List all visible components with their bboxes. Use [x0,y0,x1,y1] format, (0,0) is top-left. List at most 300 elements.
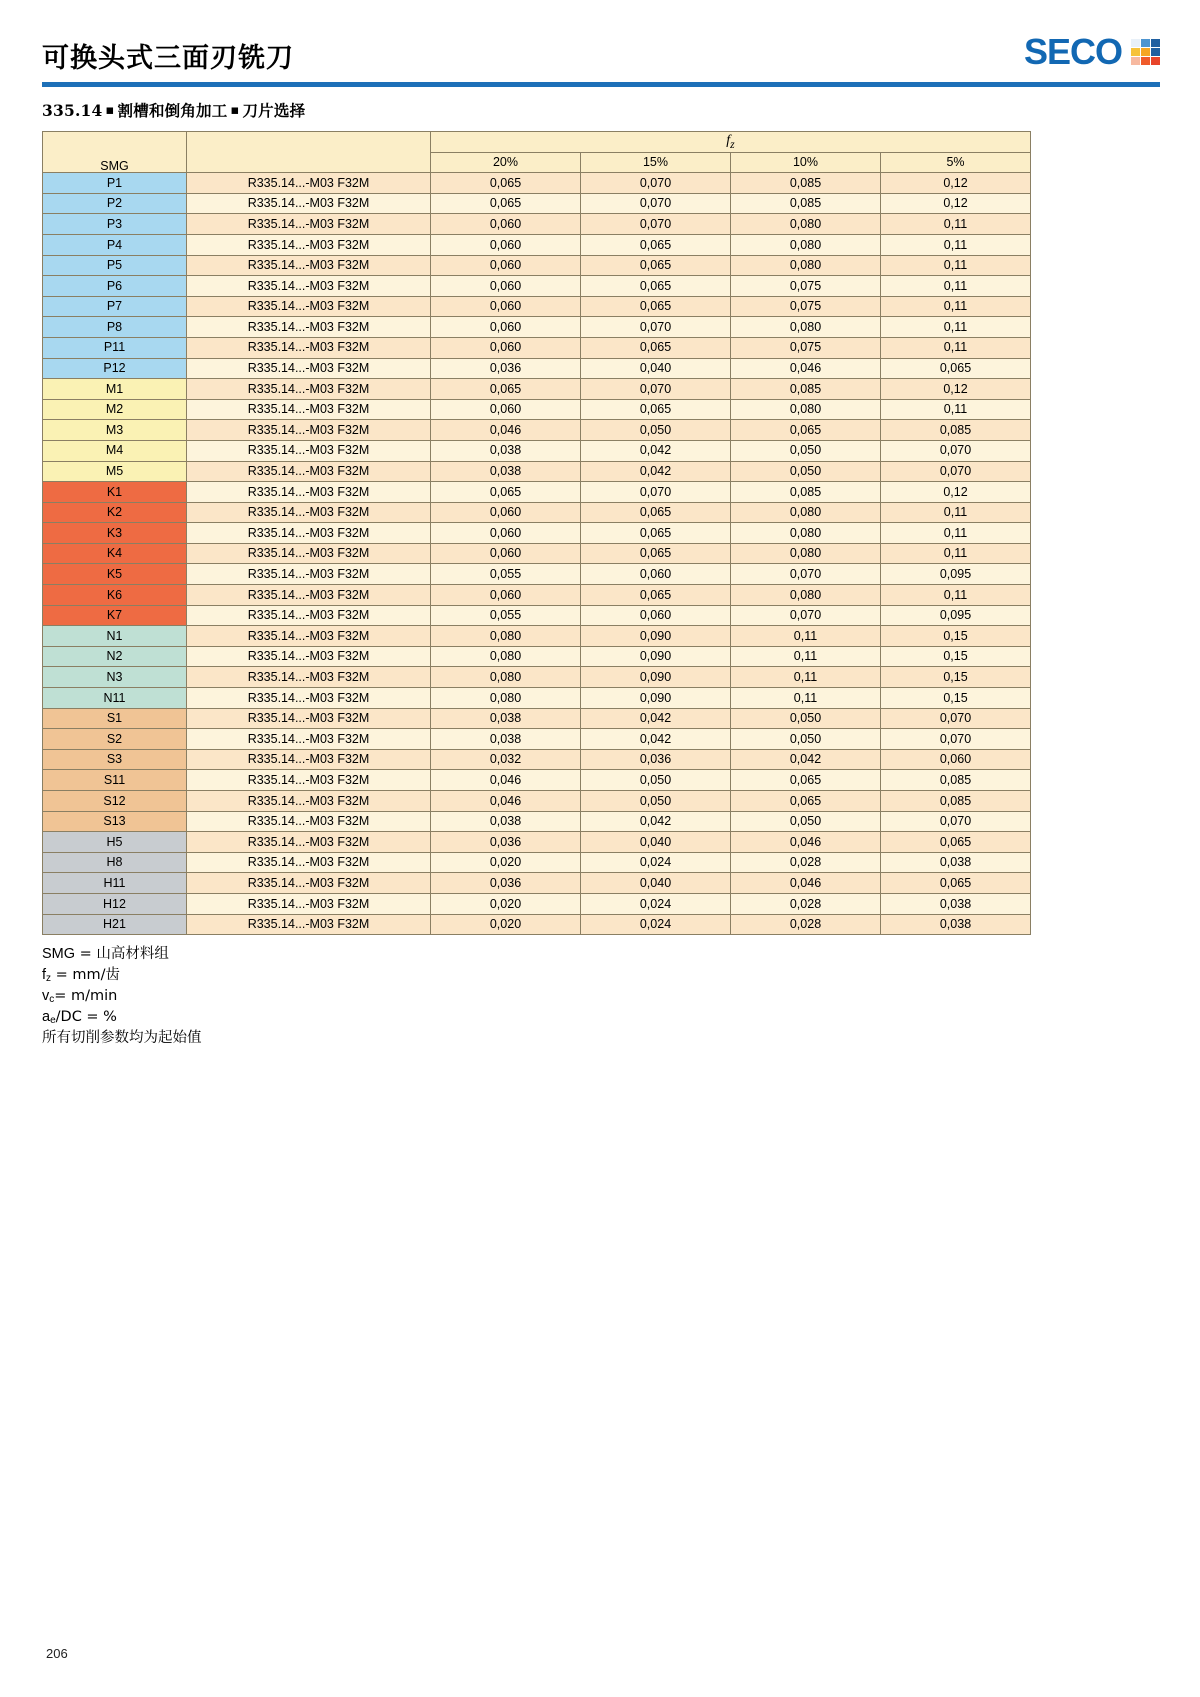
smg-cell: M2 [43,399,187,420]
designation-cell: R335.14...-M03 F32M [187,234,431,255]
designation-cell: R335.14...-M03 F32M [187,379,431,400]
fz-value-cell: 0,11 [881,523,1031,544]
fz-value-cell: 0,11 [881,276,1031,297]
footnote-text: = m/min [54,987,118,1004]
table-row [43,749,1031,770]
designation-cell: R335.14...-M03 F32M [187,873,431,894]
designation-cell: R335.14...-M03 F32M [187,358,431,379]
smg-cell: P2 [43,193,187,214]
fz-value-cell: 0,12 [881,379,1031,400]
fz-value-cell: 0,055 [431,605,581,626]
fz-value-cell: 0,065 [731,770,881,791]
fz-value-cell: 0,060 [431,255,581,276]
section-heading [42,99,1200,121]
brand-mark-icon [1131,39,1160,65]
fz-value-cell: 0,065 [581,296,731,317]
smg-cell: N1 [43,626,187,647]
smg-cell: K7 [43,605,187,626]
fz-value-cell: 0,036 [581,749,731,770]
fz-value-cell: 0,046 [731,358,881,379]
column-header-percent-5: 5% [881,152,1031,173]
column-header-percent-10: 10% [731,152,881,173]
footnote-item [42,944,1200,965]
fz-value-cell: 0,065 [581,502,731,523]
header-divider [42,82,1160,87]
designation-cell: R335.14...-M03 F32M [187,605,431,626]
smg-cell: S11 [43,770,187,791]
column-header-percent-15: 15% [581,152,731,173]
table-row [43,379,1031,400]
designation-cell: R335.14...-M03 F32M [187,317,431,338]
fz-value-cell: 0,055 [431,564,581,585]
fz-value-cell: 0,085 [731,379,881,400]
footnote-text: 所有切削参数均为起始值 [42,1030,202,1047]
fz-value-cell: 0,046 [431,791,581,812]
smg-cell: K3 [43,523,187,544]
table-row [43,234,1031,255]
designation-cell: R335.14...-M03 F32M [187,276,431,297]
fz-value-cell: 0,11 [881,296,1031,317]
fz-value-cell: 0,065 [881,358,1031,379]
fz-value-cell: 0,060 [431,399,581,420]
fz-value-cell: 0,090 [581,688,731,709]
fz-value-cell: 0,050 [731,811,881,832]
fz-value-cell: 0,15 [881,688,1031,709]
footnote-symbol: f [42,966,47,983]
fz-value-cell: 0,15 [881,646,1031,667]
designation-cell: R335.14...-M03 F32M [187,791,431,812]
fz-value-cell: 0,080 [731,502,881,523]
fz-value-cell: 0,028 [731,893,881,914]
fz-value-cell: 0,020 [431,914,581,935]
fz-value-cell: 0,075 [731,276,881,297]
fz-value-cell: 0,024 [581,893,731,914]
footnote-item [42,986,1200,1007]
fz-value-cell: 0,060 [431,502,581,523]
table-row [43,708,1031,729]
table-row [43,296,1031,317]
section-code: 335.14 [42,101,103,120]
fz-value-cell: 0,11 [731,626,881,647]
smg-cell: S2 [43,729,187,750]
fz-value-cell: 0,060 [431,543,581,564]
designation-cell: R335.14...-M03 F32M [187,729,431,750]
fz-value-cell: 0,080 [731,543,881,564]
fz-value-cell: 0,024 [581,914,731,935]
designation-cell: R335.14...-M03 F32M [187,255,431,276]
table-row [43,585,1031,606]
table-row [43,276,1031,297]
footnote-subscript: z [46,972,52,984]
designation-cell: R335.14...-M03 F32M [187,502,431,523]
designation-cell: R335.14...-M03 F32M [187,646,431,667]
fz-value-cell: 0,065 [581,276,731,297]
table-header-row-group [43,132,1031,153]
column-header-smg: SMG [43,132,187,173]
column-header-fz-group [431,132,1031,153]
page-header [0,0,1200,78]
fz-value-cell: 0,065 [431,193,581,214]
fz-value-cell: 0,050 [731,440,881,461]
fz-value-cell: 0,040 [581,832,731,853]
designation-cell: R335.14...-M03 F32M [187,173,431,194]
fz-value-cell: 0,065 [431,482,581,503]
table-row [43,893,1031,914]
table-row [43,914,1031,935]
smg-cell: N11 [43,688,187,709]
brand-swatch [1141,48,1150,56]
fz-value-cell: 0,12 [881,193,1031,214]
fz-value-cell: 0,042 [581,811,731,832]
fz-value-cell: 0,085 [881,420,1031,441]
fz-value-cell: 0,095 [881,564,1031,585]
designation-cell: R335.14...-M03 F32M [187,914,431,935]
fz-value-cell: 0,038 [881,852,1031,873]
smg-cell: S13 [43,811,187,832]
fz-value-cell: 0,038 [431,708,581,729]
table-row [43,214,1031,235]
smg-cell: K1 [43,482,187,503]
designation-cell: R335.14...-M03 F32M [187,708,431,729]
fz-value-cell: 0,065 [581,255,731,276]
smg-cell: N3 [43,667,187,688]
brand-swatch [1131,39,1140,47]
fz-value-cell: 0,036 [431,832,581,853]
fz-value-cell: 0,040 [581,358,731,379]
table-row [43,255,1031,276]
fz-value-cell: 0,060 [581,605,731,626]
smg-cell: M4 [43,440,187,461]
fz-value-cell: 0,065 [881,832,1031,853]
smg-cell: N2 [43,646,187,667]
fz-value-cell: 0,080 [731,317,881,338]
fz-value-cell: 0,070 [581,214,731,235]
fz-value-cell: 0,070 [881,440,1031,461]
table-body [43,173,1031,935]
table-row [43,729,1031,750]
table-row [43,667,1031,688]
fz-value-cell: 0,042 [581,729,731,750]
fz-value-cell: 0,065 [731,791,881,812]
brand-swatch [1141,39,1150,47]
fz-label-base: f [726,132,731,148]
smg-cell: K6 [43,585,187,606]
fz-value-cell: 0,080 [731,585,881,606]
designation-cell: R335.14...-M03 F32M [187,811,431,832]
fz-value-cell: 0,028 [731,914,881,935]
smg-cell: P1 [43,173,187,194]
brand-swatch [1131,57,1140,65]
table-row [43,461,1031,482]
table-row [43,173,1031,194]
fz-value-cell: 0,020 [431,893,581,914]
table-row [43,523,1031,544]
column-header-designation [187,132,431,173]
smg-cell: S3 [43,749,187,770]
fz-value-cell: 0,065 [581,337,731,358]
fz-value-cell: 0,060 [881,749,1031,770]
footnote-subscript: c [49,993,55,1005]
page-title: 可换头式三面刃铣刀 [42,43,294,74]
fz-value-cell: 0,065 [731,420,881,441]
fz-value-cell: 0,075 [731,337,881,358]
footnote-item [42,965,1200,986]
smg-cell: P3 [43,214,187,235]
fz-value-cell: 0,050 [731,461,881,482]
fz-value-cell: 0,15 [881,667,1031,688]
fz-value-cell: 0,042 [581,440,731,461]
table-row [43,770,1031,791]
fz-value-cell: 0,11 [731,646,881,667]
footnote-subscript: e [50,1015,56,1027]
table-row [43,502,1031,523]
table-row [43,688,1031,709]
designation-cell: R335.14...-M03 F32M [187,749,431,770]
fz-value-cell: 0,038 [881,914,1031,935]
fz-value-cell: 0,080 [731,234,881,255]
footnote-item [42,1028,1200,1049]
seco-logo [1023,31,1160,78]
table-row [43,626,1031,647]
smg-cell: P5 [43,255,187,276]
fz-value-cell: 0,065 [431,379,581,400]
smg-cell: K5 [43,564,187,585]
designation-cell: R335.14...-M03 F32M [187,461,431,482]
designation-cell: R335.14...-M03 F32M [187,852,431,873]
fz-value-cell: 0,036 [431,873,581,894]
table-header [43,132,1031,173]
fz-value-cell: 0,050 [581,791,731,812]
smg-cell: K4 [43,543,187,564]
fz-value-cell: 0,042 [581,708,731,729]
fz-value-cell: 0,12 [881,482,1031,503]
smg-cell: K2 [43,502,187,523]
fz-value-cell: 0,046 [431,770,581,791]
table-row [43,193,1031,214]
fz-value-cell: 0,060 [431,214,581,235]
fz-value-cell: 0,080 [731,255,881,276]
fz-value-cell: 0,085 [731,193,881,214]
fz-value-cell: 0,080 [431,646,581,667]
table-row [43,605,1031,626]
footnote-symbol: a [42,1009,51,1026]
smg-cell: P4 [43,234,187,255]
brand-swatch [1131,48,1140,56]
designation-cell: R335.14...-M03 F32M [187,523,431,544]
fz-value-cell: 0,042 [581,461,731,482]
designation-cell: R335.14...-M03 F32M [187,193,431,214]
fz-value-cell: 0,065 [581,234,731,255]
fz-value-cell: 0,060 [431,296,581,317]
table-row [43,564,1031,585]
fz-value-cell: 0,024 [581,852,731,873]
brand-swatch [1141,57,1150,65]
table-row [43,543,1031,564]
page-number: 206 [46,1646,68,1661]
smg-cell: P7 [43,296,187,317]
designation-cell: R335.14...-M03 F32M [187,214,431,235]
smg-cell: M1 [43,379,187,400]
fz-value-cell: 0,11 [731,688,881,709]
fz-value-cell: 0,11 [731,667,881,688]
fz-value-cell: 0,060 [431,585,581,606]
brand-swatch [1151,57,1160,65]
smg-cell: P8 [43,317,187,338]
fz-value-cell: 0,11 [881,502,1031,523]
fz-value-cell: 0,065 [581,399,731,420]
section-separator: ▪ [230,103,240,118]
fz-value-cell: 0,038 [431,729,581,750]
fz-value-cell: 0,080 [431,667,581,688]
footnote-list [42,944,1200,1049]
designation-cell: R335.14...-M03 F32M [187,337,431,358]
designation-cell: R335.14...-M03 F32M [187,440,431,461]
fz-value-cell: 0,11 [881,337,1031,358]
fz-value-cell: 0,070 [581,379,731,400]
designation-cell: R335.14...-M03 F32M [187,399,431,420]
fz-value-cell: 0,080 [731,214,881,235]
fz-value-cell: 0,060 [431,317,581,338]
fz-value-cell: 0,038 [881,893,1031,914]
designation-cell: R335.14...-M03 F32M [187,770,431,791]
fz-value-cell: 0,11 [881,255,1031,276]
designation-cell: R335.14...-M03 F32M [187,667,431,688]
designation-cell: R335.14...-M03 F32M [187,893,431,914]
table-row [43,358,1031,379]
fz-value-cell: 0,090 [581,667,731,688]
fz-value-cell: 0,040 [581,873,731,894]
table-row [43,873,1031,894]
designation-cell: R335.14...-M03 F32M [187,585,431,606]
smg-cell: H5 [43,832,187,853]
designation-cell: R335.14...-M03 F32M [187,296,431,317]
section-subtitle-text: 刀片选择 [242,102,306,120]
fz-value-cell: 0,090 [581,626,731,647]
fz-value-cell: 0,070 [881,729,1031,750]
fz-value-cell: 0,046 [731,873,881,894]
table-row [43,482,1031,503]
fz-value-cell: 0,065 [581,543,731,564]
smg-cell: H21 [43,914,187,935]
fz-value-cell: 0,060 [581,564,731,585]
brand-swatch [1151,48,1160,56]
fz-value-cell: 0,11 [881,585,1031,606]
table-row [43,399,1031,420]
fz-value-cell: 0,028 [731,852,881,873]
fz-value-cell: 0,050 [731,729,881,750]
smg-cell: H11 [43,873,187,894]
fz-value-cell: 0,060 [431,276,581,297]
fz-value-cell: 0,070 [731,564,881,585]
fz-label-sub: z [730,137,735,151]
fz-value-cell: 0,050 [581,770,731,791]
brand-wordmark: SECO [1023,31,1122,72]
fz-value-cell: 0,020 [431,852,581,873]
fz-value-cell: 0,070 [881,461,1031,482]
smg-cell: H8 [43,852,187,873]
designation-cell: R335.14...-M03 F32M [187,543,431,564]
designation-cell: R335.14...-M03 F32M [187,832,431,853]
fz-value-cell: 0,046 [731,832,881,853]
fz-value-cell: 0,070 [581,317,731,338]
fz-value-cell: 0,060 [431,337,581,358]
fz-value-cell: 0,038 [431,811,581,832]
fz-value-cell: 0,070 [581,173,731,194]
fz-value-cell: 0,11 [881,317,1031,338]
insert-selection-table-wrapper [42,131,1030,935]
table-row [43,646,1031,667]
designation-cell: R335.14...-M03 F32M [187,626,431,647]
fz-value-cell: 0,085 [731,482,881,503]
fz-value-cell: 0,11 [881,214,1031,235]
fz-value-cell: 0,11 [881,234,1031,255]
fz-value-cell: 0,065 [581,585,731,606]
designation-cell: R335.14...-M03 F32M [187,482,431,503]
table-row [43,420,1031,441]
fz-value-cell: 0,085 [881,791,1031,812]
footnote-item [42,1007,1200,1028]
fz-value-cell: 0,038 [431,461,581,482]
fz-value-cell: 0,032 [431,749,581,770]
fz-value-cell: 0,065 [881,873,1031,894]
fz-value-cell: 0,080 [431,626,581,647]
fz-value-cell: 0,085 [731,173,881,194]
fz-value-cell: 0,080 [731,399,881,420]
table-row [43,811,1031,832]
fz-value-cell: 0,090 [581,646,731,667]
smg-cell: P12 [43,358,187,379]
smg-cell: P11 [43,337,187,358]
fz-value-cell: 0,050 [581,420,731,441]
fz-value-cell: 0,11 [881,399,1031,420]
footnote-symbol: SMG [42,946,76,963]
designation-cell: R335.14...-M03 F32M [187,420,431,441]
smg-cell: S12 [43,791,187,812]
designation-cell: R335.14...-M03 F32M [187,564,431,585]
table-row [43,337,1031,358]
fz-value-cell: 0,060 [431,234,581,255]
fz-value-cell: 0,15 [881,626,1031,647]
table-row [43,832,1031,853]
fz-value-cell: 0,070 [731,605,881,626]
fz-value-cell: 0,12 [881,173,1031,194]
table-row [43,317,1031,338]
brand-swatch [1151,39,1160,47]
fz-value-cell: 0,070 [881,811,1031,832]
insert-selection-table [42,131,1031,935]
smg-cell: S1 [43,708,187,729]
fz-value-cell: 0,080 [431,688,581,709]
table-row [43,791,1031,812]
fz-value-cell: 0,070 [881,708,1031,729]
footnote-symbol: v [42,987,50,1004]
fz-value-cell: 0,050 [731,708,881,729]
footnote-text: /DC = % [55,1009,117,1026]
fz-value-cell: 0,11 [881,543,1031,564]
footnote-text: = mm/齿 [51,966,121,983]
fz-value-cell: 0,085 [881,770,1031,791]
fz-value-cell: 0,070 [581,193,731,214]
fz-value-cell: 0,036 [431,358,581,379]
smg-cell: M5 [43,461,187,482]
fz-value-cell: 0,060 [431,523,581,544]
fz-value-cell: 0,042 [731,749,881,770]
fz-value-cell: 0,075 [731,296,881,317]
fz-value-cell: 0,080 [731,523,881,544]
fz-value-cell: 0,038 [431,440,581,461]
fz-value-cell: 0,070 [581,482,731,503]
section-separator: ▪ [105,103,115,118]
